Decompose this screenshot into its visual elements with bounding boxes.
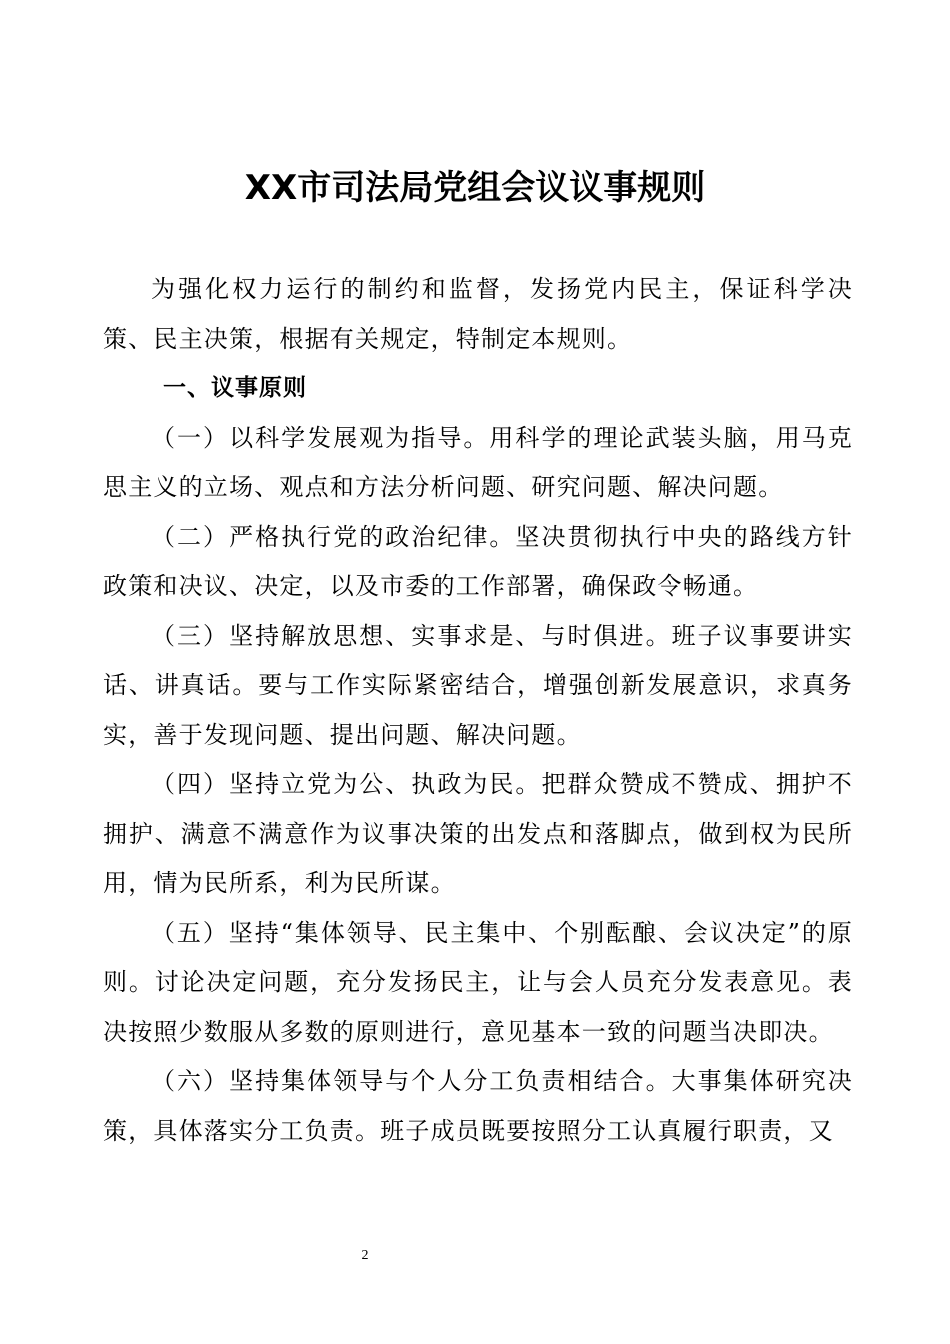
intro-paragraph: 为强化权力运行的制约和监督，发扬党内民主，保证科学决策、民主决策，根据有关规定，特制定本规则。	[103, 275, 853, 353]
principle-item-3: （三）坚持解放思想、实事求是、与时俱进。班子议事要讲实话、讲真话。要与工作实际紧密结合，增强创新发展意识，求真务实，善于发现问题、提出问题、解决问题。	[103, 621, 853, 749]
principle-item-5: （五）坚持“集体领导、民主集中、个别酝酿、会议决定”的原则。讨论决定问题，充分发扬民主，让与会人员充分发表意见。表决按照少数服从多数的原则进行，意见基本一致的问题当决即决。	[103, 918, 853, 1046]
principle-item-4: （四）坚持立党为公、执政为民。把群众赞成不赞成、拥护不拥护、满意不满意作为议事决策的出发点和落脚点，做到权为民所用，情为民所系，利为民所谋。	[103, 770, 853, 897]
section-heading: 一、议事原则	[163, 375, 307, 401]
document-body	[103, 265, 853, 1156]
page-number: 2	[361, 1248, 369, 1263]
principle-item-6: （六）坚持集体领导与个人分工负责相结合。大事集体研究决策，具体落实分工负责。班子成员既要按照分工认真履行职责，又	[103, 1067, 853, 1145]
document-title: XX市司法局党组会议议事规则	[244, 168, 706, 208]
principle-item-2: （二）严格执行党的政治纪律。坚决贯彻执行中央的路线方针政策和决议、决定，以及市委的工作部署，确保政令畅通。	[103, 522, 853, 600]
principle-item-1: （一）以科学发展观为指导。用科学的理论武装头脑，用马克思主义的立场、观点和方法分析问题、研究问题、解决问题。	[103, 423, 853, 501]
